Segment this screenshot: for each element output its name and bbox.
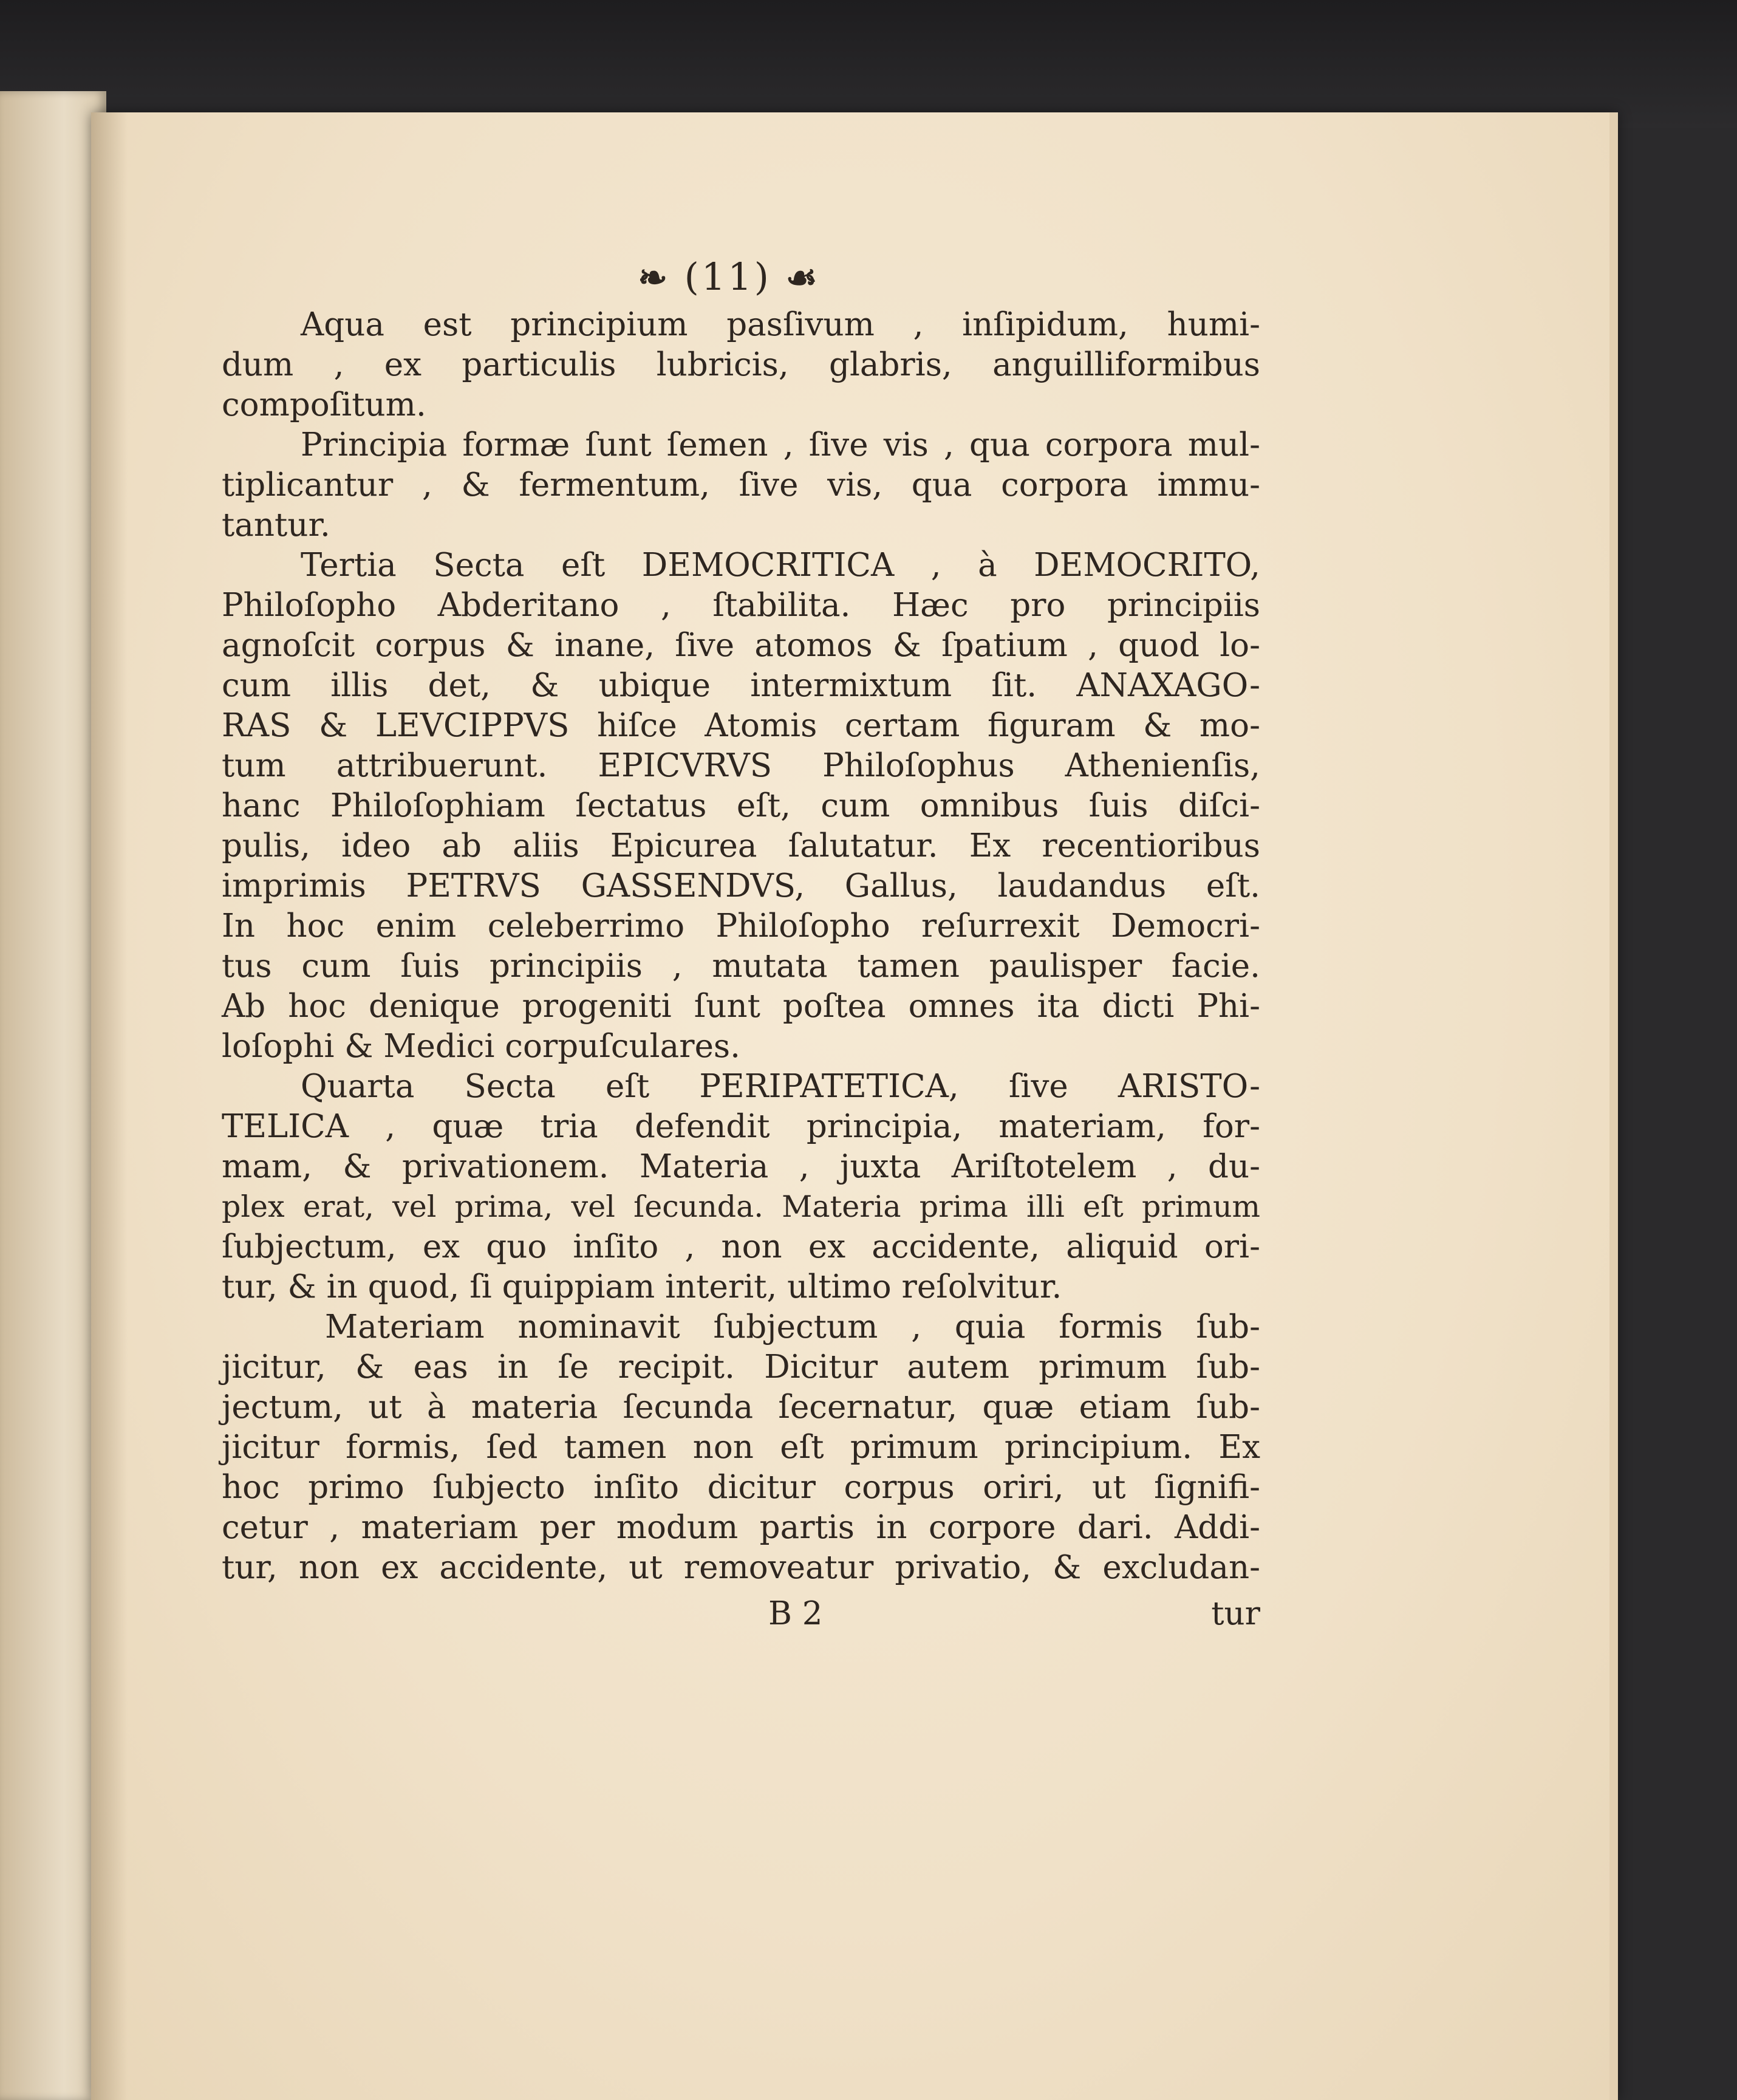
text-line: tiplicantur , & fermentum, ſive vis, qua corpora immu- [222,467,1260,504]
text-line: Philoſopho Abderitano , ſtabilita. Hæc pro principiis [222,587,1260,624]
text-line: Aqua est principium pasſivum , inſipidum, humi- [301,306,1260,343]
text-line: In hoc enim celeberrimo Philoſopho reſurrexit Democri- [222,908,1260,945]
page-footer [222,1593,1260,1635]
text-line: tantur. [222,507,330,544]
text-line: jectum, ut à materia ſecunda ſecernatur, quæ etiam ſub- [222,1389,1260,1426]
text-line: cum illis det, & ubique intermixtum ſit. ANAXAGO- [222,667,1260,704]
text-line: Principia formæ ſunt ſemen , ſive vis , qua corpora mul- [301,426,1260,463]
text-line: imprimis PETRVS GASSENDVS, Gallus, laudandus eſt. [222,867,1260,905]
text-line: compoſitum. [222,386,426,423]
text-line: ſubjectum, ex quo inſito , non ex accidente, aliquid ori- [222,1228,1260,1265]
text-line: agnoſcit corpus & inane, ſive atomos & ſpatium , quod lo- [222,627,1260,664]
text-line: RAS & LEVCIPPVS hiſce Atomis certam figuram & mo- [222,707,1260,744]
scan-background [0,0,1737,128]
text-line: plex erat, vel prima, vel ſecunda. Materia prima illi eſt primum [222,1189,1260,1224]
text-line: Quarta Secta eſt PERIPATETICA, ſive ARISTO- [301,1068,1260,1105]
text-line: cetur , materiam per modum partis in corpore dari. Addi- [222,1509,1260,1546]
text-line: dum , ex particulis lubricis, glabris, anguilliformibus [222,346,1260,383]
text-line: loſophi & Medici corpuſculares. [222,1028,740,1065]
text-line: Tertia Secta eſt DEMOCRITICA , à DEMOCRITO, [301,547,1260,584]
text-line: jicitur formis, ſed tamen non eſt primum principium. Ex [222,1429,1260,1466]
text-line: tum attribuerunt. EPICVRVS Philoſophus Athenienſis, [222,747,1260,784]
header-ornament-left-icon: ❧ [638,257,670,298]
facing-page-edge [0,91,106,2100]
text-line: TELICA , quæ tria defendit principia, materiam, for- [222,1108,1260,1145]
page-text [222,249,1260,1635]
text-line: tur, non ex accidente, ut removeatur privatio, & excludan- [222,1549,1260,1586]
signature-mark: B 2 [768,1595,823,1632]
running-header [197,249,1260,305]
page-number: (11) [684,255,771,299]
header-ornament-right-icon: ☙ [785,257,820,298]
catchword: tur [1211,1595,1260,1632]
text-line: Ab hoc denique progeniti ſunt poſtea omnes ita dicti Phi- [222,988,1260,1025]
text-line: tus cum ſuis principiis , mutata tamen paulisper facie. [222,948,1260,985]
page-gutter-shadow [91,112,128,2100]
text-line: pulis, ideo ab aliis Epicurea ſalutatur. Ex recentioribus [222,827,1260,864]
text-line: hoc primo ſubjecto inſito dicitur corpus oriri, ut ſignifi- [222,1469,1260,1506]
text-line: Materiam nominavit ſubjectum , quia formis ſub- [325,1308,1260,1346]
text-line: tur, & in quod, ſi quippiam interit, ultimo reſolvitur. [222,1268,1062,1305]
text-line: jicitur, & eas in ſe recipit. Dicitur autem primum ſub- [222,1349,1260,1386]
text-line: mam, & privationem. Materia , juxta Ariſtotelem , du- [222,1148,1260,1185]
text-line: hanc Philoſophiam ſectatus eſt, cum omnibus ſuis diſci- [222,787,1260,824]
